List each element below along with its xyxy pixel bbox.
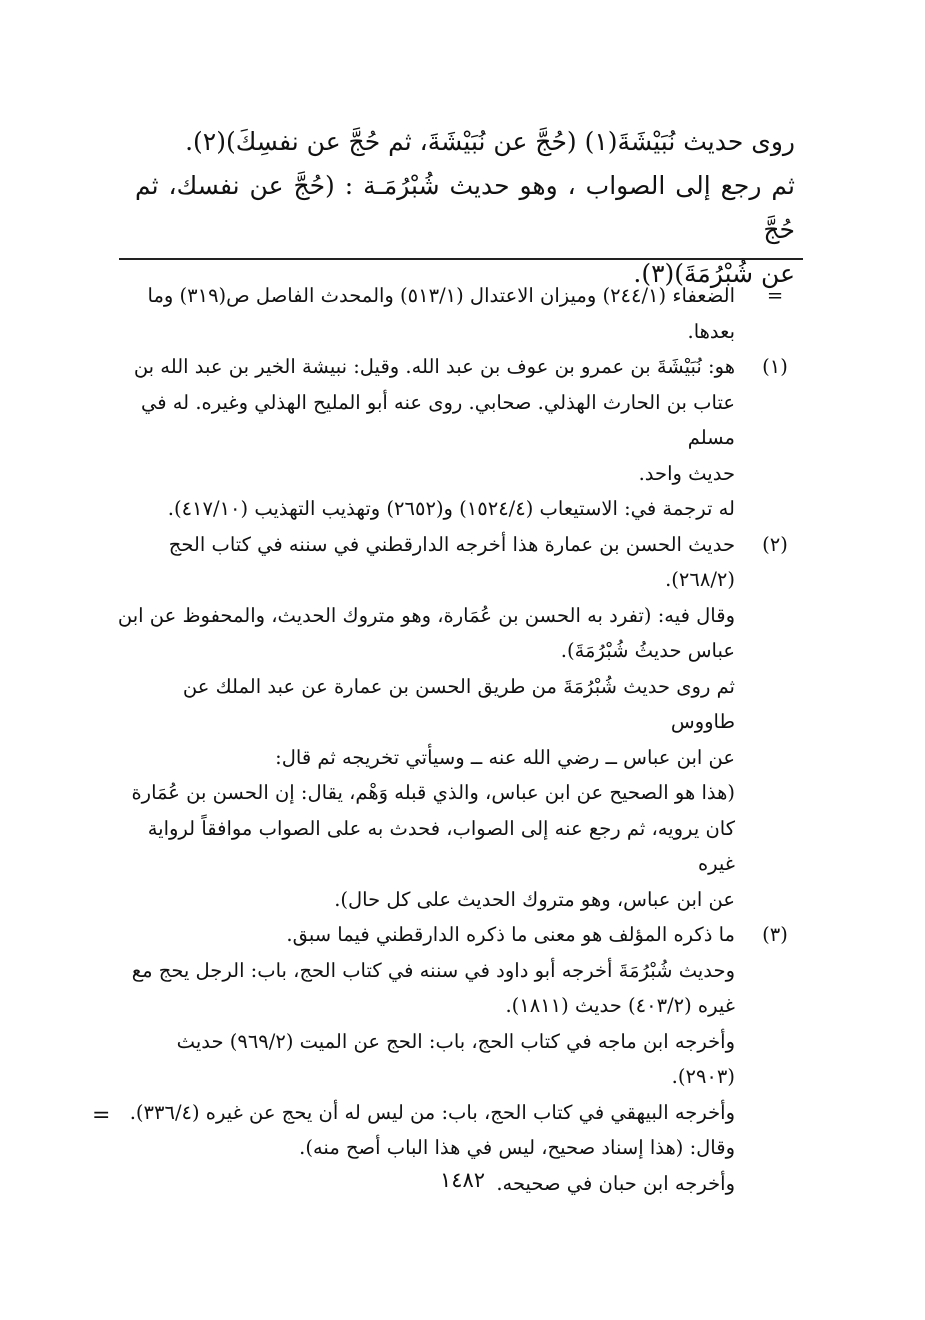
- footnote-line: له ترجمة في: الاستيعاب (١٥٢٤/٤) و(٢٦٥٢) وتهذيب التهذيب (٤١٧/١٠).: [167, 497, 735, 520]
- footnote-line: حديث الحسن بن عمارة هذا أخرجه الدارقطني في سننه في كتاب الحج: [168, 532, 735, 556]
- footnotes: [115, 278, 805, 1201]
- footnote-3: [115, 917, 805, 1201]
- main-line: ثم رجع إلى الصواب ، وهو حديث شُبْرُمَـة : (حُجَّ عن نفسك، ثم حُجَّ: [135, 171, 795, 244]
- main-text: [135, 120, 795, 296]
- footnote-line: عباس حديثُ شُبْرُمَةَ).: [560, 639, 735, 662]
- footnote-1: [115, 349, 805, 527]
- main-line: روى حديث نُبَيْشَةَ(١) (حُجَّ عن نُبَيْشَةَ، ثم حُجَّ عن نفسِكَ)(٢).: [185, 127, 795, 156]
- footnote-line: الضعفاء (٢٤٤/١) وميزان الاعتدال (٥١٣/١) والمحدث الفاصل ص(٣١٩) وما: [147, 284, 735, 307]
- footnote-line: ما ذكره المؤلف هو معنى ما ذكره الدارقطني فيما سبق.: [286, 923, 735, 946]
- footnote-line: حديث واحد.: [638, 461, 735, 485]
- footnote-line: وقال: (هذا إسناد صحيح، ليس في هذا الباب أصح منه).: [299, 1136, 735, 1159]
- footnote-number: (١): [762, 355, 788, 378]
- footnote-divider: [119, 258, 803, 260]
- footnote-line: بعدها.: [687, 319, 735, 343]
- footnote-number: (٢): [762, 532, 788, 556]
- footnote-line: عن ابن عباس، وهو متروك الحديث على كل حال).: [334, 887, 735, 911]
- footnote-line: (٢٩٠٣).: [671, 1065, 735, 1088]
- footnote-continuation: [115, 278, 805, 349]
- footnote-line: هو: نُبَيْشَةَ بن عمرو بن عوف بن عبد الله. وقيل: نبيشة الخير بن عبد الله بن: [133, 355, 735, 378]
- footnote-line: وأخرجه البيهقي في كتاب الحج، باب: من ليس له أن يحج عن غيره (٣٣٦/٤).: [129, 1100, 735, 1124]
- footnote-line: عتاب بن الحارث الهذلي. صحابي. روى عنه أبو المليح الهذلي وغيره. له في مسلم: [140, 390, 735, 449]
- footnote-line: كان يرويه، ثم رجع عنه إلى الصواب، فحدث به على الصواب موافقاً لرواية غيره: [147, 816, 735, 875]
- footnote-line: وأخرجه ابن حبان في صحيحه.: [496, 1171, 735, 1195]
- main-line: عن شُبْرُمَةَ)(٣).: [633, 259, 795, 288]
- footnote-number: (٣): [762, 923, 788, 946]
- footnote-line: ثم روى حديث شُبْرُمَةَ من طريق الحسن بن عمارة عن عبد الملك عن طاووس: [182, 674, 735, 733]
- footnote-line: غيره (٤٠٣/٢) حديث (١٨١١).: [505, 994, 735, 1017]
- footnote-line: وحديث شُبْرُمَةَ أخرجه أبو داود في سننه في كتاب الحج، باب: الرجل يحج مع: [131, 958, 735, 982]
- footnote-2: [115, 527, 805, 918]
- page-number: ١٤٨٢: [439, 1168, 486, 1192]
- footnote-line: وأخرجه ابن ماجه في كتاب الحج، باب: الحج عن الميت (٩٦٩/٢) حديث: [176, 1029, 735, 1053]
- footnote-line: وقال فيه: (تفرد به الحسن بن عُمَارة، وهو متروك الحديث، والمحفوظ عن ابن: [117, 603, 735, 627]
- footnote-line: (هذا هو الصحيح عن ابن عباس، والذي قبله وَهْم، يقال: إن الحسن بن عُمَارة: [131, 781, 735, 804]
- footnote-line: عن ابن عباس ــ رضي الله عنه ــ وسيأتي تخريجه ثم قال:: [275, 745, 735, 769]
- footnote-line: (٢٦٨/٢).: [665, 568, 735, 591]
- continuation-mark-bottom: =: [92, 1103, 111, 1128]
- continuation-mark: =: [766, 284, 784, 307]
